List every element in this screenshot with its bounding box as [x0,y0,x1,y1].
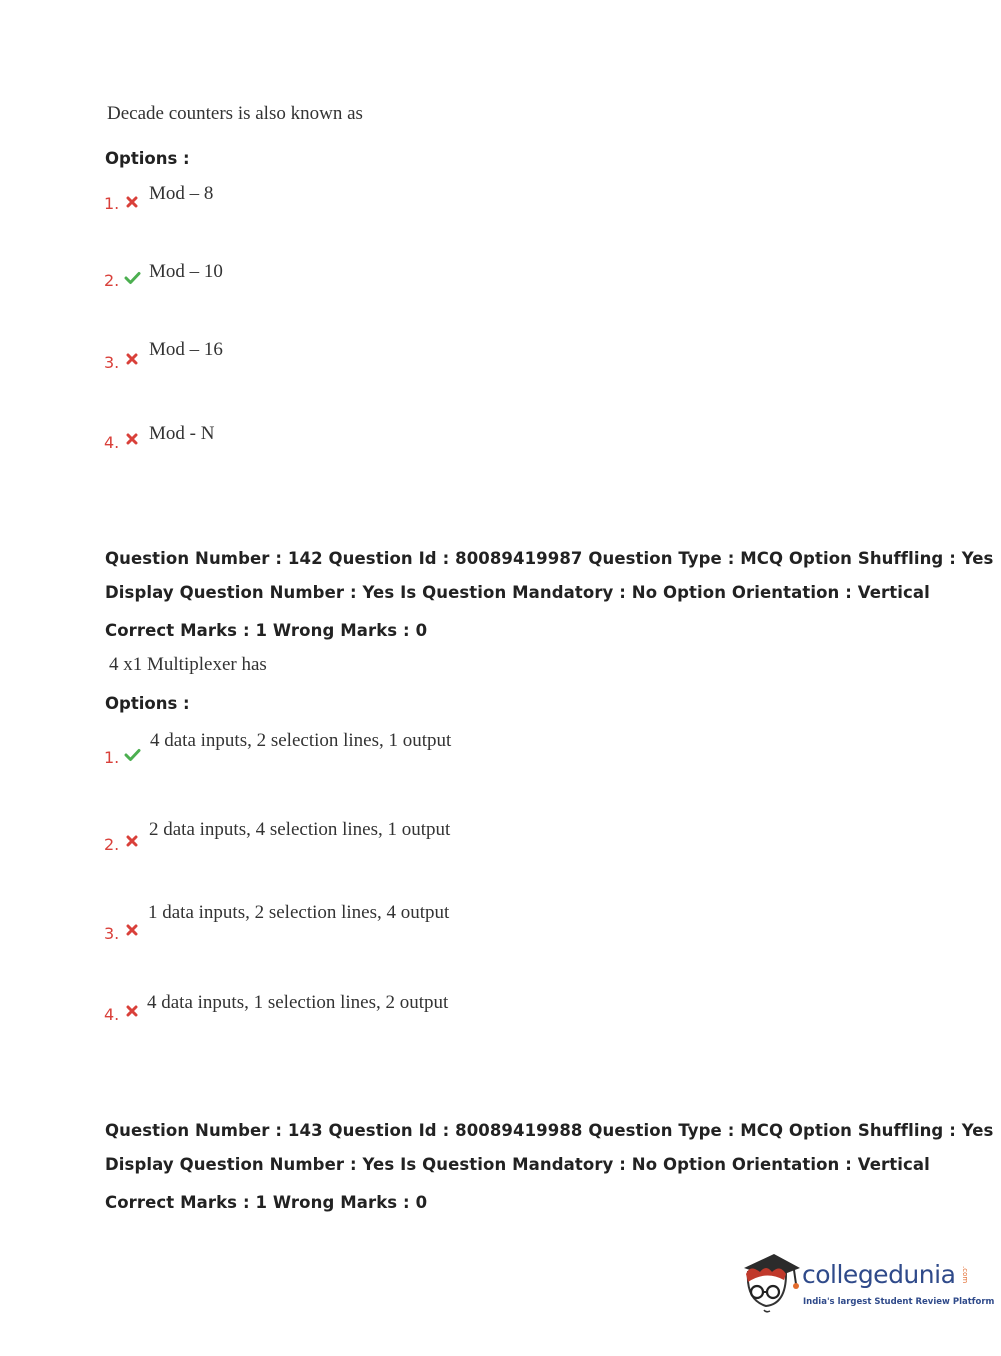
option-text: 4 data inputs, 2 selection lines, 1 output [150,730,452,751]
question-meta-line: Display Question Number : Yes Is Question Mandatory : No Option Orientation : Vertical [105,583,930,602]
question-meta-line: Question Number : 142 Question Id : 80089419987 Question Type : MCQ Option Shuffling : Yes [105,549,994,568]
cross-icon [125,195,139,209]
option-number: 4. [104,1005,120,1024]
question-meta-line: Correct Marks : 1 Wrong Marks : 0 [105,1193,428,1212]
option-number: 1. [104,748,120,767]
options-label: Options : [105,694,190,713]
option-text: Mod – 10 [149,261,223,282]
mascot-icon [740,1250,802,1320]
logo-suffix: .com [961,1266,969,1284]
option-text: 2 data inputs, 4 selection lines, 1 output [149,819,451,840]
option-number: 1. [104,194,120,213]
option-text: Mod – 8 [149,183,214,204]
cross-icon [125,352,139,366]
option-number: 2. [104,271,120,290]
question-text: 4 x1 Multiplexer has [109,654,267,675]
question-meta-line: Correct Marks : 1 Wrong Marks : 0 [105,621,428,640]
logo-wordmark: collegedunia [802,1260,956,1289]
check-icon [124,271,141,285]
option-text: Mod – 16 [149,339,223,360]
logo-tagline: India's largest Student Review Platform [803,1297,995,1307]
option-text: 4 data inputs, 1 selection lines, 2 output [147,992,449,1013]
cross-icon [125,834,139,848]
question-text: Decade counters is also known as [107,103,363,124]
option-number: 3. [104,924,120,943]
option-text: Mod - N [149,423,215,444]
cross-icon [125,923,139,937]
option-number: 4. [104,433,120,452]
question-meta-line: Question Number : 143 Question Id : 80089419988 Question Type : MCQ Option Shuffling : Yes [105,1121,994,1140]
collegedunia-logo [740,1250,995,1320]
cross-icon [125,1004,139,1018]
option-text: 1 data inputs, 2 selection lines, 4 output [148,902,450,923]
cross-icon [125,432,139,446]
options-label: Options : [105,149,190,168]
question-meta-line: Display Question Number : Yes Is Question Mandatory : No Option Orientation : Vertical [105,1155,930,1174]
option-number: 2. [104,835,120,854]
option-number: 3. [104,353,120,372]
check-icon [124,748,141,762]
